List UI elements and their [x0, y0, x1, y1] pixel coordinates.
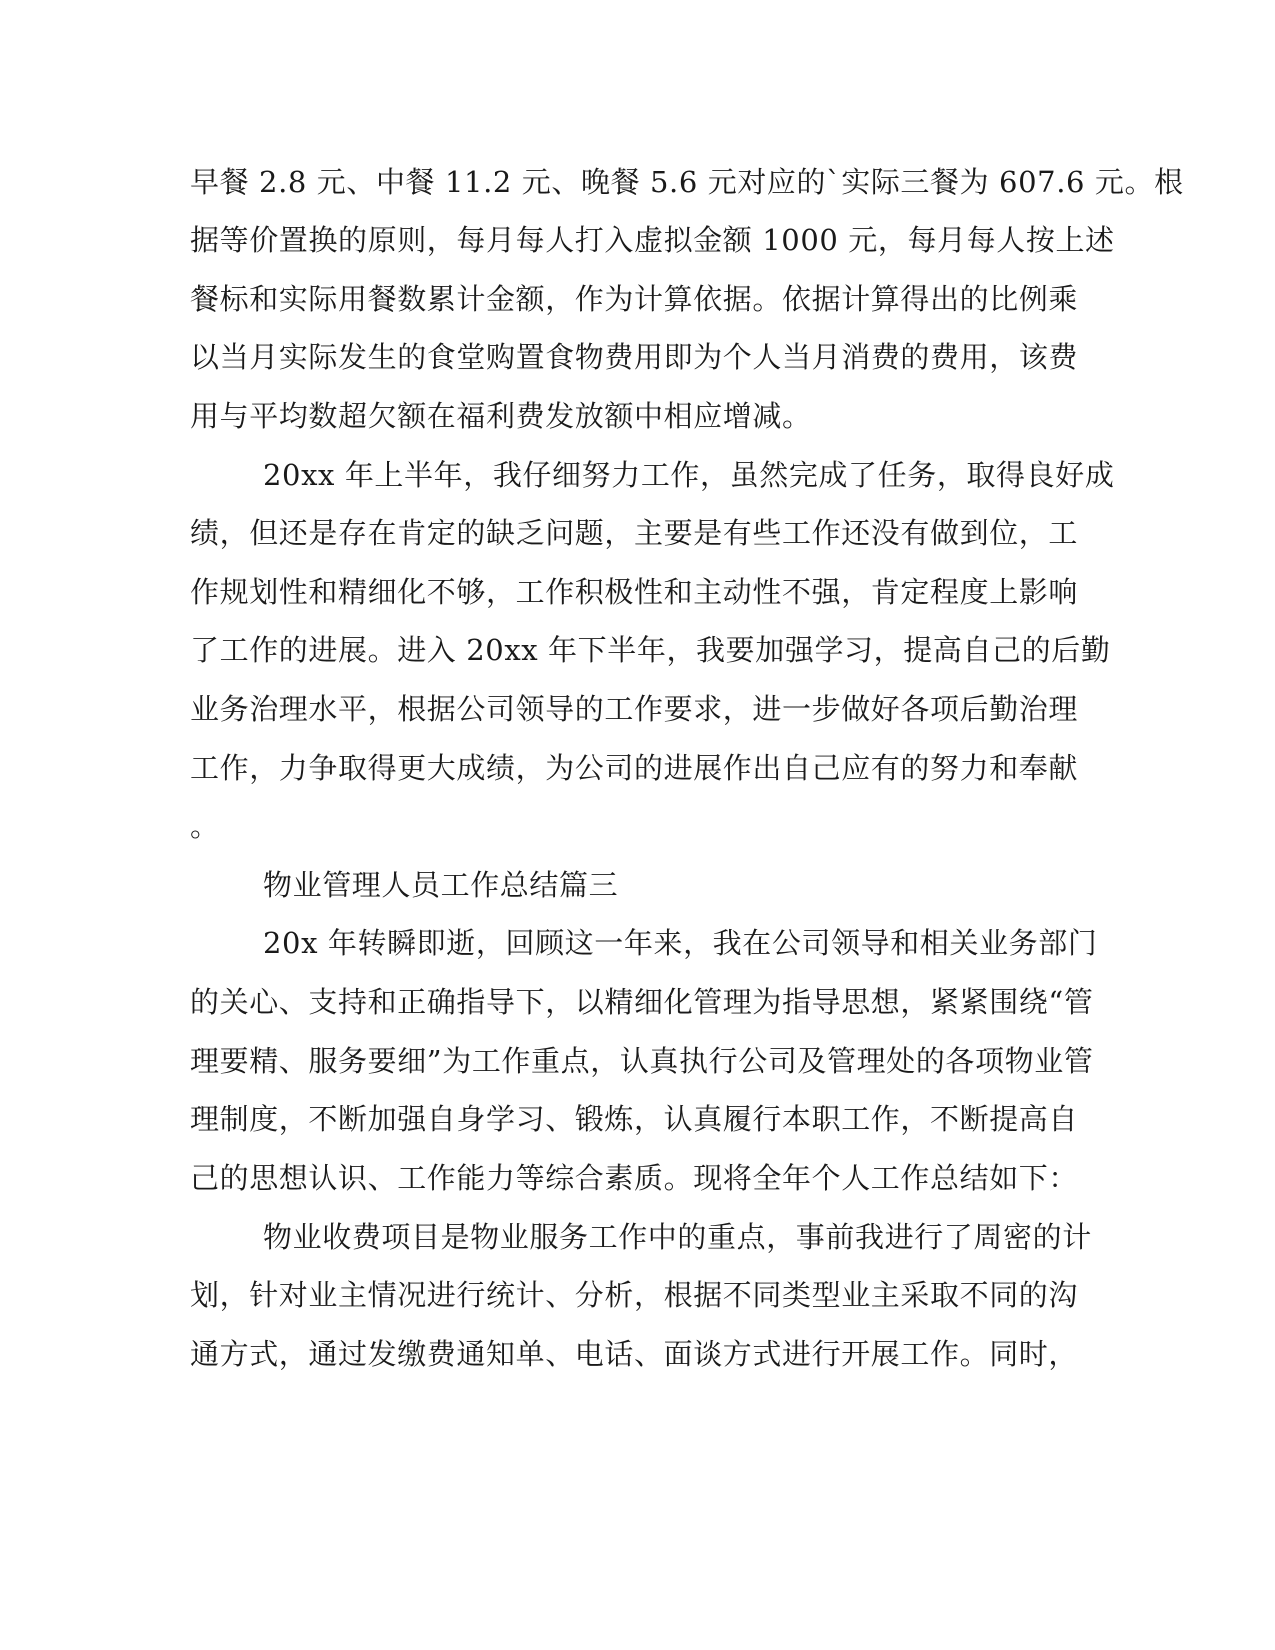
text-line: 餐标和实际用餐数累计金额，作为计算依据。依据计算得出的比例乘 — [190, 282, 1079, 316]
text-line: 早餐 2.8 元、中餐 11.2 元、晚餐 5.6 元对应的`实际三餐为 607.6 元。根 — [190, 165, 1184, 199]
text-line: 业务治理水平，根据公司领导的工作要求，进一步做好各项后勤治理 — [190, 692, 1079, 726]
text-line: 己的思想认识、工作能力等综合素质。现将全年个人工作总结如下： — [190, 1161, 1079, 1195]
text-line: 绩，但还是存在肯定的缺乏问题，主要是有些工作还没有做到位，工 — [190, 516, 1079, 550]
text-line: 工作，力争取得更大成绩，为公司的进展作出自己应有的努力和奉献 — [190, 751, 1079, 785]
section-heading: 物业管理人员工作总结篇三 — [263, 868, 619, 902]
text-line: 了工作的进展。进入 20xx 年下半年，我要加强学习，提高自己的后勤 — [190, 633, 1111, 667]
text-line: 理制度，不断加强自身学习、锻炼，认真履行本职工作，不断提高自 — [190, 1102, 1079, 1136]
text-line: 据等价置换的原则，每月每人打入虚拟金额 1000 元，每月每人按上述 — [190, 223, 1115, 257]
text-line: 划，针对业主情况进行统计、分析，根据不同类型业主采取不同的沟 — [190, 1278, 1079, 1312]
text-line: 理要精、服务要细”为工作重点，认真执行公司及管理处的各项物业管 — [190, 1044, 1094, 1078]
text-line: 。 — [190, 809, 220, 843]
text-line: 的关心、支持和正确指导下，以精细化管理为指导思想，紧紧围绕“管 — [190, 985, 1094, 1019]
text-line: 作规划性和精细化不够，工作积极性和主动性不强，肯定程度上影响 — [190, 575, 1079, 609]
text-line: 通方式，通过发缴费通知单、电话、面谈方式进行开展工作。同时， — [190, 1337, 1079, 1371]
text-line: 用与平均数超欠额在福利费发放额中相应增减。 — [190, 399, 812, 433]
text-line: 物业收费项目是物业服务工作中的重点，事前我进行了周密的计 — [263, 1220, 1092, 1254]
text-line: 20x 年转瞬即逝，回顾这一年来，我在公司领导和相关业务部门 — [263, 926, 1098, 960]
text-line: 20xx 年上半年，我仔细努力工作，虽然完成了任务，取得良好成 — [263, 458, 1115, 492]
text-line: 以当月实际发生的食堂购置食物费用即为个人当月消费的费用，该费 — [190, 340, 1079, 374]
